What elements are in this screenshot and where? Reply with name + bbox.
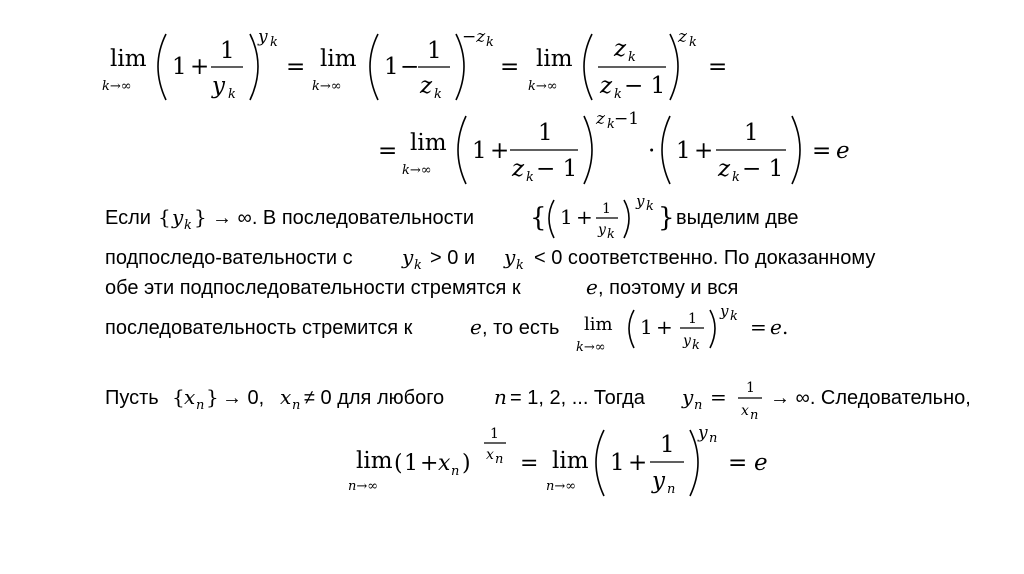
frac-num-z: z	[614, 36, 627, 62]
paren-left	[458, 116, 466, 184]
frac-num: 1	[688, 311, 697, 327]
op-plus: +	[420, 451, 439, 476]
op-eq: =	[812, 138, 832, 164]
paren-left	[596, 430, 604, 496]
op-plus: +	[628, 450, 648, 476]
sub-k: k	[526, 170, 534, 185]
sub-k: k	[607, 227, 615, 242]
const-e: e	[770, 315, 782, 339]
op-plus: +	[656, 315, 673, 339]
frac-num: 1	[427, 38, 442, 64]
sub-n: n	[694, 398, 703, 413]
sub-n: n	[196, 398, 205, 413]
exp-sub-k: k	[730, 309, 738, 324]
text-pust: Пусть	[105, 387, 159, 409]
paren-right	[792, 116, 800, 184]
const-e: e	[754, 450, 768, 476]
text-sledovatelno: → ∞. Следовательно,	[770, 387, 971, 409]
paragraph-3	[105, 275, 738, 299]
frac-den-x: x	[741, 403, 749, 419]
op-plus: +	[190, 54, 210, 80]
text-gt-zero: > 0 и	[430, 247, 476, 269]
paragraph-4	[105, 302, 788, 355]
paren-left	[370, 34, 378, 100]
paren-right	[690, 430, 698, 496]
sub-k: k	[434, 87, 442, 102]
text-esli: Если	[105, 207, 151, 229]
frac-num: 1	[602, 201, 611, 217]
formula-final	[348, 423, 768, 497]
exp-y: y	[720, 302, 729, 320]
svg-text:=: =	[710, 385, 727, 409]
op-eq: =	[708, 54, 728, 80]
exp-y: y	[698, 423, 708, 443]
svg-text:}: }	[206, 385, 219, 409]
frac-num: 1	[744, 120, 759, 146]
den-minus-one: − 1	[742, 156, 784, 182]
exp-sub-k: k	[607, 117, 615, 132]
sub-k: k	[184, 218, 192, 233]
frac-den-z: z	[512, 156, 525, 182]
frac-den-z: z	[420, 73, 433, 99]
text-to-zero: → 0,	[222, 387, 265, 409]
num-one: 1	[384, 54, 399, 80]
exp-z: z	[678, 27, 687, 47]
var-y: y	[402, 245, 414, 269]
num-one: 1	[404, 451, 418, 476]
sub-n: n	[667, 482, 676, 497]
frac-num: 1	[746, 380, 755, 396]
exp-sub-k: k	[689, 35, 697, 50]
lim-1: lim	[110, 46, 147, 72]
op-eq: =	[520, 451, 539, 476]
sub-k: k	[628, 50, 636, 65]
paren-left	[629, 310, 634, 348]
lim-sub-6: n→∞	[546, 479, 577, 494]
den-minus-one: − 1	[536, 156, 578, 182]
op-eq: =	[286, 54, 306, 80]
sub-n: n	[451, 464, 460, 479]
lim-sub-2: k→∞	[312, 79, 342, 94]
exp-minus-z: −z	[462, 27, 486, 47]
exp-sub-k: k	[646, 199, 654, 214]
frac-num: 1	[538, 120, 553, 146]
lim-2: lim	[320, 46, 357, 72]
lim-5: lim	[356, 448, 393, 474]
text-seq-to-inf: → ∞. В последовательности	[212, 207, 474, 229]
exp-frac-den-x: x	[486, 447, 494, 463]
formula-row-1	[102, 27, 727, 102]
var-x: x	[438, 451, 451, 476]
frac-den-y: y	[683, 333, 691, 349]
lim-sub-4: k→∞	[402, 163, 432, 178]
text-to-est: , то есть	[482, 317, 560, 339]
num-one: 1	[676, 138, 691, 164]
text-lt-zero: < 0 соответственно. По доказанному	[534, 247, 876, 269]
frac-den-z: z	[718, 156, 731, 182]
sub-n: n	[495, 452, 504, 467]
var-x: x	[280, 385, 292, 409]
paren-left	[158, 34, 166, 100]
paren-right	[250, 34, 258, 100]
text-togda: = 1, 2, ... Тогда	[510, 387, 645, 409]
svg-text:}: }	[194, 205, 207, 229]
sub-k: k	[228, 87, 236, 102]
lim-3: lim	[536, 46, 573, 72]
svg-text:): )	[462, 451, 471, 476]
op-plus: +	[576, 205, 593, 229]
op-eq: =	[728, 450, 748, 476]
paren-right	[624, 200, 629, 238]
svg-text:}: }	[658, 203, 675, 233]
frac-num: 1	[660, 432, 675, 458]
paragraph-1	[105, 192, 798, 242]
num-one: 1	[172, 54, 187, 80]
text-vydelim: выделим две	[676, 207, 799, 229]
frac-den-y: y	[212, 73, 225, 99]
var-y: y	[172, 205, 184, 229]
exp-y: y	[258, 27, 268, 47]
lim-sub: k→∞	[576, 340, 606, 355]
svg-text:=: =	[750, 315, 767, 339]
sub-k: k	[692, 338, 700, 353]
exp-y: y	[636, 192, 645, 210]
paren-right	[670, 34, 678, 100]
num-one: 1	[640, 315, 653, 339]
exp-minus-one: −1	[614, 109, 640, 129]
num-one: 1	[560, 205, 573, 229]
svg-text:.: .	[782, 315, 789, 339]
formula-row-2	[378, 109, 850, 185]
exp-sub-k: k	[486, 35, 494, 50]
var-y: y	[682, 385, 694, 409]
sub-n: n	[750, 408, 759, 423]
sub-k: k	[614, 87, 622, 102]
svg-text:(: (	[394, 451, 403, 476]
op-minus: −	[400, 54, 420, 80]
paren-right	[584, 116, 592, 184]
text-posl-stremitsya: последовательность стремится к	[105, 317, 413, 339]
num-one: 1	[610, 450, 625, 476]
frac-den-y: y	[652, 468, 665, 494]
sub-k: k	[732, 170, 740, 185]
const-e: e	[586, 275, 598, 299]
op-plus: +	[490, 138, 510, 164]
frac-den-z: z	[600, 73, 613, 99]
exp-z: z	[596, 109, 605, 129]
paren-left	[584, 34, 592, 100]
lim-sub-3: k→∞	[528, 79, 558, 94]
exp-sub-n: n	[709, 431, 718, 446]
const-e: e	[470, 315, 482, 339]
text-obe: обе эти подпоследовательности стремятся к	[105, 277, 521, 299]
text-poetomu: , поэтому и вся	[598, 277, 739, 299]
var-x: x	[184, 385, 196, 409]
paren-left	[549, 200, 554, 238]
frac-den-y: y	[598, 222, 606, 238]
den-minus-one: − 1	[624, 73, 666, 99]
paragraph-2	[105, 245, 875, 273]
lim-sub-1: k→∞	[102, 79, 132, 94]
num-one: 1	[472, 138, 487, 164]
lim-sub-5: n→∞	[348, 479, 379, 494]
op-eq: =	[500, 54, 520, 80]
lim-4: lim	[410, 130, 447, 156]
svg-text:{: {	[172, 385, 185, 409]
text-podposl: подпоследо-вательности с	[105, 247, 353, 269]
sub-n: n	[292, 398, 301, 413]
svg-text:{: {	[158, 205, 171, 229]
paren-left	[662, 116, 670, 184]
const-e: e	[836, 138, 850, 164]
exp-frac-num: 1	[490, 426, 499, 442]
sub-k: k	[414, 258, 422, 273]
var-y: y	[504, 245, 516, 269]
sub-k: k	[516, 258, 524, 273]
op-plus: +	[694, 138, 714, 164]
exp-sub-k: k	[270, 35, 278, 50]
svg-text:{: {	[530, 203, 547, 233]
frac-num: 1	[220, 38, 235, 64]
paragraph-5	[105, 380, 971, 423]
paren-right	[710, 310, 715, 348]
lim-6: lim	[552, 448, 589, 474]
op-eq: =	[378, 138, 398, 164]
text-ne-zero: ≠ 0 для любого	[304, 387, 445, 409]
var-n: n	[494, 385, 507, 409]
op-dot: ·	[648, 138, 656, 164]
lim: lim	[584, 314, 613, 335]
